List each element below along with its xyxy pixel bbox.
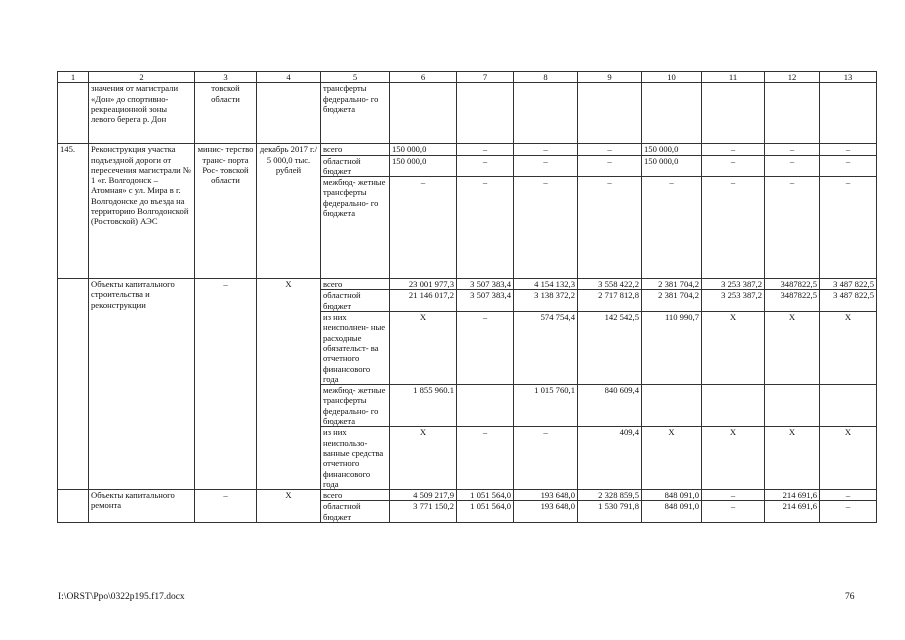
value-cell [457,385,514,427]
value-cell: 150 000,0 [390,155,457,177]
value-cell: 4 154 132,3 [514,279,578,290]
value-cell: 3487822,5 [765,279,820,290]
value-cell: 3 138 372,2 [514,290,578,312]
value-cell: 3 507 383,4 [457,290,514,312]
value-cell: – [457,144,514,155]
header-cell: 10 [642,72,702,83]
value-cell: 1 051 564,0 [457,490,514,501]
header-cell: 12 [765,72,820,83]
value-cell: 1 530 791,8 [578,501,642,523]
value-cell: 1 015 760,1 [514,385,578,427]
object-name: значения от магистрали «Дон» до спортивно- рекреационной зоны левого берега р. Дон [89,83,195,144]
value-cell: 2 381 704,2 [642,290,702,312]
value-cell: – [514,177,578,279]
funding-source: из них неисполнен- ные расходные обязательст- ва отчетного финансового года [321,312,390,385]
funding-source: областной бюджет [321,155,390,177]
header-cell: 4 [257,72,321,83]
value-cell: 3 253 387,2 [702,290,765,312]
item-number: 145. [58,144,89,279]
value-cell: X [702,427,765,490]
value-cell: 3 507 383,4 [457,279,514,290]
funding-source: всего [321,490,390,501]
value-cell: X [820,312,877,385]
executor: – [195,279,257,490]
value-cell: 150 000,0 [642,155,702,177]
value-cell: 2 381 704,2 [642,279,702,290]
object-name: Объекты капитального ремонта [89,490,195,523]
header-cell: 3 [195,72,257,83]
funding-source: всего [321,144,390,155]
value-cell: – [578,144,642,155]
value-cell: – [642,177,702,279]
value-cell: X [765,427,820,490]
value-cell: 150 000,0 [390,144,457,155]
header-cell: 6 [390,72,457,83]
value-cell: 193 648,0 [514,501,578,523]
value-cell: 574 754,4 [514,312,578,385]
table-row [58,83,877,144]
value-cell: – [702,144,765,155]
value-cell: – [765,144,820,155]
value-cell: 142 542,5 [578,312,642,385]
funding-source: межбюд- жетные трансферты федерально- го бюджета [321,177,390,279]
value-cell: 2 717 812,8 [578,290,642,312]
object-name: Реконструкция участка подъездной дороги от пересечения магистрали № 1 «г. Волгодонск – Атомная» с ул. Мира в г. Волгодонске до въезда на территорию Волгодонской (Ростовской) АЭС [89,144,195,279]
value-cell [820,385,877,427]
page-number: 76 [845,592,855,602]
deadline-cost: X [257,279,321,490]
value-cell: – [390,177,457,279]
value-cell: X [390,427,457,490]
value-cell: 2 328 859,5 [578,490,642,501]
value-cell: – [702,490,765,501]
funding-source: трансферты федерально- го бюджета [321,83,390,144]
header-cell: 9 [578,72,642,83]
table-row [58,144,877,155]
value-cell: X [820,427,877,490]
value-cell: – [457,312,514,385]
value-cell: – [457,155,514,177]
value-cell: 21 146 017,2 [390,290,457,312]
value-cell [702,385,765,427]
value-cell: – [702,501,765,523]
value-cell: – [820,177,877,279]
value-cell: X [390,312,457,385]
value-cell: – [702,177,765,279]
funding-source: из них неиспользо- ванные средства отчетного финансового года [321,427,390,490]
header-cell: 5 [321,72,390,83]
deadline-cost: декабрь 2017 г./ 5 000,0 тыс. рублей [257,144,321,279]
funding-source: всего [321,279,390,290]
value-cell: X [702,312,765,385]
value-cell: – [514,427,578,490]
value-cell: 23 001 977,3 [390,279,457,290]
value-cell: 3 558 422,2 [578,279,642,290]
value-cell: 409,4 [578,427,642,490]
value-cell: – [514,155,578,177]
value-cell: X [642,427,702,490]
value-cell: – [820,155,877,177]
header-cell: 8 [514,72,578,83]
value-cell: – [457,427,514,490]
value-cell: 214 691,6 [765,490,820,501]
header-cell: 7 [457,72,514,83]
table-row [58,279,877,290]
executor: минис- терство транс- порта Рос- товской области [195,144,257,279]
value-cell: 1 855 960.1 [390,385,457,427]
budget-table [57,71,877,523]
value-cell: – [514,144,578,155]
funding-source: межбюд- жетные трансферты федерально- го бюджета [321,385,390,427]
value-cell: 110 990,7 [642,312,702,385]
value-cell: 193 648,0 [514,490,578,501]
object-name: Объекты капитального строительства и реконструкции [89,279,195,490]
value-cell: 214 691,6 [765,501,820,523]
header-cell: 11 [702,72,765,83]
value-cell: – [765,155,820,177]
value-cell [765,385,820,427]
value-cell: 1 051 564,0 [457,501,514,523]
value-cell: – [765,177,820,279]
funding-source: областной бюджет [321,290,390,312]
value-cell: – [578,177,642,279]
value-cell [642,385,702,427]
funding-source: областной бюджет [321,501,390,523]
value-cell: X [765,312,820,385]
header-cell: 13 [820,72,877,83]
value-cell: 3 253 387,2 [702,279,765,290]
executor: товской области [195,83,257,144]
header-cell: 2 [89,72,195,83]
value-cell: 848 091,0 [642,490,702,501]
value-cell: 3 487 822,5 [820,279,877,290]
value-cell: – [820,501,877,523]
value-cell: – [702,155,765,177]
document-path: I:\ORST\Ppo\0322p195.f17.docx [58,592,185,602]
value-cell: – [820,144,877,155]
header-row [58,72,877,83]
value-cell: 3 771 150,2 [390,501,457,523]
deadline-cost: X [257,490,321,523]
value-cell: 3487822,5 [765,290,820,312]
value-cell: 4 509 217,9 [390,490,457,501]
value-cell: 150 000,0 [642,144,702,155]
executor: – [195,490,257,523]
value-cell: – [820,490,877,501]
value-cell: – [457,177,514,279]
header-cell: 1 [58,72,89,83]
value-cell: 3 487 822,5 [820,290,877,312]
value-cell: 840 609,4 [578,385,642,427]
value-cell: 848 091,0 [642,501,702,523]
value-cell: – [578,155,642,177]
table-row [58,490,877,501]
